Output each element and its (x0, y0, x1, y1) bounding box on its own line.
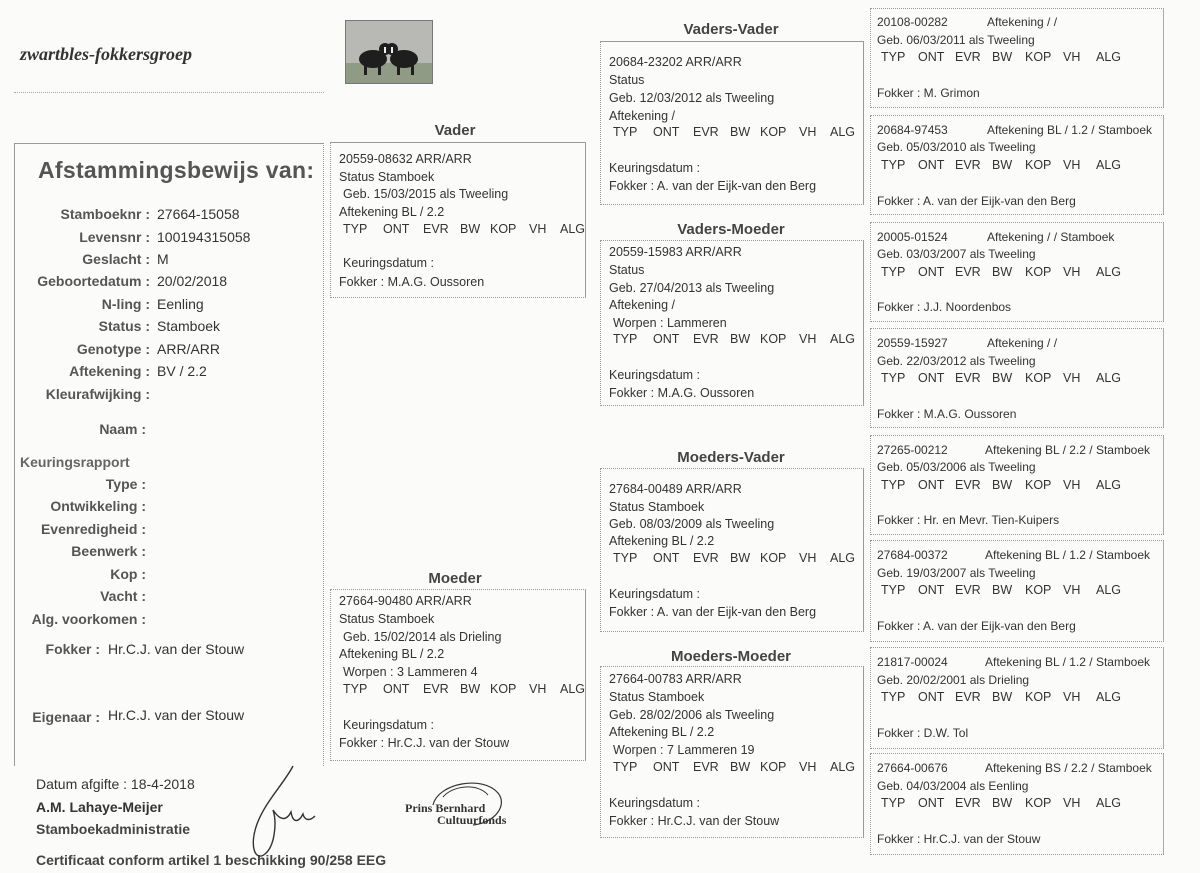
great-grandparent-3-box (870, 222, 1164, 322)
trait-typ: TYP (613, 760, 638, 774)
moeders-moeder-fokker: Fokker : Hr.C.J. van der Stouw (609, 814, 780, 828)
great-grandparent-1-fokker: Fokker : M. Grimon (877, 86, 980, 100)
trait-evr: EVR (423, 222, 449, 236)
trait-alg: ALG (1096, 796, 1122, 810)
trait-ont: ONT (383, 222, 410, 236)
trait-typ: TYP (613, 332, 638, 346)
trait-kop: KOP (1025, 158, 1052, 172)
trait-vh: VH (799, 760, 817, 774)
great-grandparent-6-id: 27684-00372 (877, 548, 948, 562)
trait-typ: TYP (613, 551, 638, 565)
trait-bw: BW (460, 222, 481, 236)
great-grandparent-4-fokker: Fokker : M.A.G. Oussoren (877, 407, 1017, 421)
vaders-vader-title: Vaders-Vader (683, 21, 779, 38)
great-grandparent-7-geb: Geb. 20/02/2001 als Drieling (877, 673, 1030, 687)
great-grandparent-2-geb: Geb. 05/03/2010 als Tweeling (877, 140, 1036, 154)
moeders-moeder-worpen: Worpen : 7 Lammeren 19 (613, 743, 755, 757)
rapport-alg-voorkomen-label: Alg. voorkomen : (31, 611, 146, 627)
signer-role: Stamboekadministratie (36, 821, 191, 837)
trait-ont: ONT (918, 583, 945, 597)
vaders-moeder-title: Vaders-Moeder (677, 221, 785, 238)
trait-kop: KOP (1025, 265, 1052, 279)
trait-typ: TYP (881, 690, 906, 704)
trait-evr: EVR (955, 265, 981, 279)
geboortedatum-label: Geboortedatum : (37, 273, 150, 289)
moeder-worpen: Worpen : 3 Lammeren 4 (343, 665, 478, 679)
trait-evr: EVR (423, 682, 449, 696)
trait-vh: VH (1063, 583, 1081, 597)
signer-name: A.M. Lahaye-Meijer (36, 799, 163, 815)
trait-evr: EVR (955, 583, 981, 597)
aftekening-value: BV / 2.2 (157, 363, 207, 379)
vaders-moeder-geb: Geb. 27/04/2013 als Tweeling (609, 281, 775, 295)
moeders-vader-box (600, 468, 864, 632)
vader-keuring: Keuringsdatum : (343, 256, 435, 270)
vaders-moeder-fokker: Fokker : M.A.G. Oussoren (609, 386, 755, 400)
eigenaar-label: Eigenaar : (32, 709, 100, 725)
great-grandparent-8-geb: Geb. 04/03/2004 als Eenling (877, 779, 1029, 793)
moeders-moeder-status: Status Stamboek (609, 690, 705, 704)
prins-bernhard-logo (403, 775, 533, 835)
trait-typ: TYP (613, 125, 638, 139)
fokker-label: Fokker : (45, 641, 100, 657)
trait-evr: EVR (693, 332, 719, 346)
great-grandparent-4-id: 20559-15927 (877, 336, 948, 350)
vaders-moeder-aftekening: Aftekening / (609, 298, 676, 312)
great-grandparent-6-aftekening: Aftekening BL / 1.2 / Stamboek (985, 548, 1150, 562)
great-grandparent-2-box (870, 115, 1164, 215)
moeders-moeder-geb: Geb. 28/02/2006 als Tweeling (609, 708, 775, 722)
trait-bw: BW (992, 158, 1013, 172)
genotype-value: ARR/ARR (157, 341, 221, 357)
trait-alg: ALG (830, 332, 856, 346)
rapport-type-label: Type : (105, 476, 146, 492)
great-grandparent-2-fokker: Fokker : A. van der Eijk-van den Berg (877, 194, 1076, 208)
datum-afgifte: Datum afgifte : 18-4-2018 (36, 776, 195, 792)
moeders-vader-fokker: Fokker : A. van der Eijk-van den Berg (609, 605, 817, 619)
trait-vh: VH (529, 682, 547, 696)
vaders-vader-status: Status (609, 73, 645, 87)
sheep-logo (345, 20, 433, 84)
vaders-vader-box (600, 41, 864, 205)
great-grandparent-8-id: 27664-00676 (877, 761, 948, 775)
rapport-ontwikkeling-label: Ontwikkeling : (50, 498, 146, 514)
great-grandparent-8-aftekening: Aftekening BS / 2.2 / Stamboek (985, 761, 1152, 775)
great-grandparent-4-geb: Geb. 22/03/2012 als Tweeling (877, 354, 1036, 368)
trait-bw: BW (992, 265, 1013, 279)
moeders-moeder-aftekening: Aftekening BL / 2.2 (609, 725, 715, 739)
moeders-moeder-traits (613, 760, 855, 774)
great-grandparent-3-aftekening: Aftekening / / Stamboek (987, 230, 1115, 244)
trait-typ: TYP (881, 796, 906, 810)
trait-evr: EVR (693, 551, 719, 565)
trait-kop: KOP (760, 760, 787, 774)
vaders-moeder-status: Status (609, 263, 645, 277)
great-grandparent-6-geb: Geb. 19/03/2007 als Tweeling (877, 566, 1036, 580)
trait-alg: ALG (830, 551, 856, 565)
great-grandparent-2-aftekening: Aftekening BL / 1.2 / Stamboek (987, 123, 1152, 137)
trait-vh: VH (1063, 690, 1081, 704)
levensnr-label: Levensnr : (79, 229, 150, 245)
trait-bw: BW (992, 583, 1013, 597)
moeder-id: 27664-90480 ARR/ARR (339, 594, 472, 608)
trait-alg: ALG (830, 760, 856, 774)
prins-bernhard-line2: Cultuurfonds (437, 813, 507, 827)
certificate-title: Afstammingsbewijs van: (38, 157, 315, 183)
trait-kop: KOP (1025, 796, 1052, 810)
moeders-vader-aftekening: Aftekening BL / 2.2 (609, 534, 715, 548)
trait-evr: EVR (955, 690, 981, 704)
trait-bw: BW (460, 682, 481, 696)
moeders-vader-geb: Geb. 08/03/2009 als Tweeling (609, 517, 775, 531)
trait-kop: KOP (1025, 583, 1052, 597)
great-grandparent-5-traits (881, 478, 1121, 492)
vader-traits (343, 222, 585, 236)
trait-vh: VH (799, 551, 817, 565)
trait-ont: ONT (918, 158, 945, 172)
trait-kop: KOP (760, 125, 787, 139)
great-grandparent-1-traits (881, 50, 1121, 64)
great-grandparent-4-traits (881, 371, 1121, 385)
aftekening-label: Aftekening : (69, 363, 150, 379)
stamboeknr-value: 27664-15058 (157, 206, 240, 222)
trait-vh: VH (1063, 371, 1081, 385)
trait-vh: VH (1063, 158, 1081, 172)
vader-box (330, 142, 586, 298)
moeders-moeder-title: Moeders-Moeder (670, 648, 792, 665)
trait-typ: TYP (881, 265, 906, 279)
great-grandparent-7-traits (881, 690, 1121, 704)
trait-kop: KOP (490, 682, 517, 696)
moeders-vader-id: 27684-00489 ARR/ARR (609, 482, 742, 496)
trait-kop: KOP (760, 551, 787, 565)
great-grandparent-3-geb: Geb. 03/03/2007 als Tweeling (877, 247, 1036, 261)
nling-label: N-ling : (101, 296, 150, 312)
fokker-value: Hr.C.J. van der Stouw (108, 641, 245, 657)
trait-vh: VH (529, 222, 547, 236)
moeder-aftekening: Aftekening BL / 2.2 (339, 647, 445, 661)
trait-vh: VH (799, 332, 817, 346)
great-grandparent-1-geb: Geb. 06/03/2011 als Tweeling (877, 33, 1035, 47)
great-grandparent-7-id: 21817-00024 (877, 655, 948, 669)
trait-kop: KOP (1025, 690, 1052, 704)
genotype-label: Genotype : (76, 341, 150, 357)
trait-evr: EVR (955, 478, 981, 492)
great-grandparent-8-fokker: Fokker : Hr.C.J. van der Stouw (877, 832, 1041, 846)
trait-bw: BW (992, 796, 1013, 810)
great-grandparent-1-id: 20108-00282 (877, 15, 948, 29)
trait-ont: ONT (653, 332, 680, 346)
moeders-vader-keuring: Keuringsdatum : (609, 587, 701, 601)
trait-kop: KOP (490, 222, 517, 236)
rapport-kop-label: Kop : (110, 566, 146, 582)
great-grandparent-1-aftekening: Aftekening / / (987, 15, 1058, 29)
great-grandparent-2-id: 20684-97453 (877, 123, 948, 137)
trait-bw: BW (730, 332, 751, 346)
moeders-vader-status: Status Stamboek (609, 500, 705, 514)
vaders-moeder-box (600, 240, 864, 406)
trait-bw: BW (992, 478, 1013, 492)
great-grandparent-3-traits (881, 265, 1121, 279)
moeders-moeder-id: 27664-00783 ARR/ARR (609, 672, 742, 686)
great-grandparent-8-traits (881, 796, 1121, 810)
great-grandparent-4-box (870, 328, 1164, 428)
great-grandparent-5-fokker: Fokker : Hr. en Mevr. Tien-Kuipers (877, 513, 1060, 527)
trait-alg: ALG (830, 125, 856, 139)
trait-alg: ALG (1096, 478, 1122, 492)
great-grandparent-5-id: 27265-00212 (877, 443, 948, 457)
vaders-vader-id: 20684-23202 ARR/ARR (609, 55, 742, 69)
rapport-vacht-label: Vacht : (100, 588, 146, 604)
status-value: Stamboek (157, 318, 221, 334)
trait-vh: VH (1063, 265, 1081, 279)
moeder-traits (343, 682, 585, 696)
levensnr-value: 100194315058 (157, 229, 251, 245)
trait-ont: ONT (918, 796, 945, 810)
trait-typ: TYP (881, 158, 906, 172)
trait-typ: TYP (881, 371, 906, 385)
trait-alg: ALG (560, 682, 586, 696)
great-grandparent-6-fokker: Fokker : A. van der Eijk-van den Berg (877, 619, 1076, 633)
trait-alg: ALG (1096, 583, 1122, 597)
keuringsrapport-title: Keuringsrapport (20, 454, 130, 470)
moeder-geb: Geb. 15/02/2014 als Drieling (343, 630, 502, 644)
trait-kop: KOP (1025, 50, 1052, 64)
trait-typ: TYP (881, 50, 906, 64)
vaders-vader-aftekening: Aftekening / (609, 109, 676, 123)
vader-id: 20559-08632 ARR/ARR (339, 152, 472, 166)
trait-ont: ONT (918, 478, 945, 492)
vaders-moeder-worpen: Worpen : Lammeren (613, 316, 727, 330)
vaders-vader-traits (613, 125, 855, 139)
moeders-vader-title: Moeders-Vader (677, 449, 785, 466)
great-grandparent-1-box (870, 8, 1164, 108)
trait-kop: KOP (760, 332, 787, 346)
trait-alg: ALG (1096, 371, 1122, 385)
great-grandparent-5-geb: Geb. 05/03/2006 als Tweeling (877, 460, 1036, 474)
vaders-moeder-id: 20559-15983 ARR/ARR (609, 245, 742, 259)
great-grandparent-4-aftekening: Aftekening / / (987, 336, 1058, 350)
trait-evr: EVR (693, 760, 719, 774)
trait-ont: ONT (383, 682, 410, 696)
great-grandparent-7-aftekening: Aftekening BL / 1.2 / Stamboek (985, 655, 1150, 669)
vader-title: Vader (434, 122, 476, 139)
trait-vh: VH (799, 125, 817, 139)
trait-alg: ALG (1096, 50, 1122, 64)
trait-ont: ONT (918, 371, 945, 385)
trait-typ: TYP (881, 478, 906, 492)
moeders-moeder-box (600, 666, 864, 838)
trait-typ: TYP (343, 222, 368, 236)
vader-status: Status Stamboek (339, 170, 435, 184)
moeder-status: Status Stamboek (339, 612, 435, 626)
great-grandparent-5-box (870, 435, 1164, 535)
trait-typ: TYP (343, 682, 368, 696)
trait-evr: EVR (955, 371, 981, 385)
trait-vh: VH (1063, 796, 1081, 810)
trait-ont: ONT (918, 690, 945, 704)
moeder-keuring: Keuringsdatum : (343, 718, 435, 732)
trait-evr: EVR (955, 796, 981, 810)
vaders-moeder-keuring: Keuringsdatum : (609, 368, 701, 382)
trait-bw: BW (992, 690, 1013, 704)
trait-ont: ONT (653, 125, 680, 139)
trait-ont: ONT (653, 760, 680, 774)
trait-alg: ALG (1096, 158, 1122, 172)
org-name: zwartbles-fokkersgroep (20, 44, 192, 64)
rapport-beenwerk-label: Beenwerk : (71, 543, 146, 559)
great-grandparent-7-box (870, 647, 1164, 749)
trait-bw: BW (730, 760, 751, 774)
signature-graphic (235, 762, 325, 872)
sheep-logo-image (346, 21, 432, 83)
trait-kop: KOP (1025, 371, 1052, 385)
vaders-vader-keuring: Keuringsdatum : (609, 161, 701, 175)
trait-evr: EVR (955, 158, 981, 172)
moeder-box (330, 589, 586, 761)
trait-alg: ALG (1096, 690, 1122, 704)
great-grandparent-6-traits (881, 583, 1121, 597)
moeders-vader-traits (613, 551, 855, 565)
naam-label: Naam : (99, 421, 146, 437)
trait-kop: KOP (1025, 478, 1052, 492)
vader-aftekening: Aftekening BL / 2.2 (339, 205, 445, 219)
great-grandparent-2-traits (881, 158, 1121, 172)
geslacht-label: Geslacht : (82, 251, 150, 267)
header-divider (14, 92, 324, 93)
trait-alg: ALG (560, 222, 586, 236)
rapport-evenredigheid-label: Evenredigheid : (40, 521, 146, 537)
trait-evr: EVR (693, 125, 719, 139)
vader-fokker: Fokker : M.A.G. Oussoren (339, 275, 485, 289)
trait-ont: ONT (918, 50, 945, 64)
trait-ont: ONT (653, 551, 680, 565)
trait-vh: VH (1063, 50, 1081, 64)
vader-geb: Geb. 15/03/2015 als Tweeling (343, 187, 509, 201)
vaders-vader-fokker: Fokker : A. van der Eijk-van den Berg (609, 179, 817, 193)
moeder-fokker: Fokker : Hr.C.J. van der Stouw (339, 736, 510, 750)
trait-bw: BW (730, 551, 751, 565)
great-grandparent-3-fokker: Fokker : J.J. Noordenbos (877, 300, 1012, 314)
trait-vh: VH (1063, 478, 1081, 492)
geslacht-value: M (157, 251, 169, 267)
trait-ont: ONT (918, 265, 945, 279)
great-grandparent-7-fokker: Fokker : D.W. Tol (877, 726, 969, 740)
vaders-moeder-traits (613, 332, 855, 346)
eigenaar-value: Hr.C.J. van der Stouw (108, 707, 245, 723)
great-grandparent-8-box (870, 753, 1164, 855)
stamboeknr-label: Stamboeknr : (60, 206, 150, 222)
trait-alg: ALG (1096, 265, 1122, 279)
great-grandparent-5-aftekening: Aftekening BL / 2.2 / Stamboek (985, 443, 1150, 457)
moeders-moeder-keuring: Keuringsdatum : (609, 796, 701, 810)
nling-value: Eenling (157, 296, 204, 312)
certificaat-text: Certificaat conform artikel 1 beschikking 90/258 EEG (36, 852, 387, 868)
kleurafwijking-label: Kleurafwijking : (45, 386, 150, 402)
moeder-title: Moeder (428, 570, 482, 587)
trait-bw: BW (992, 371, 1013, 385)
vaders-vader-geb: Geb. 12/03/2012 als Tweeling (609, 91, 775, 105)
trait-typ: TYP (881, 583, 906, 597)
geboortedatum-value: 20/02/2018 (157, 273, 228, 289)
trait-bw: BW (992, 50, 1013, 64)
prins-bernhard-line1: Prins Bernhard (405, 801, 486, 815)
trait-evr: EVR (955, 50, 981, 64)
status-label: Status : (98, 318, 150, 334)
trait-bw: BW (730, 125, 751, 139)
great-grandparent-6-box (870, 540, 1164, 642)
great-grandparent-3-id: 20005-01524 (877, 230, 948, 244)
